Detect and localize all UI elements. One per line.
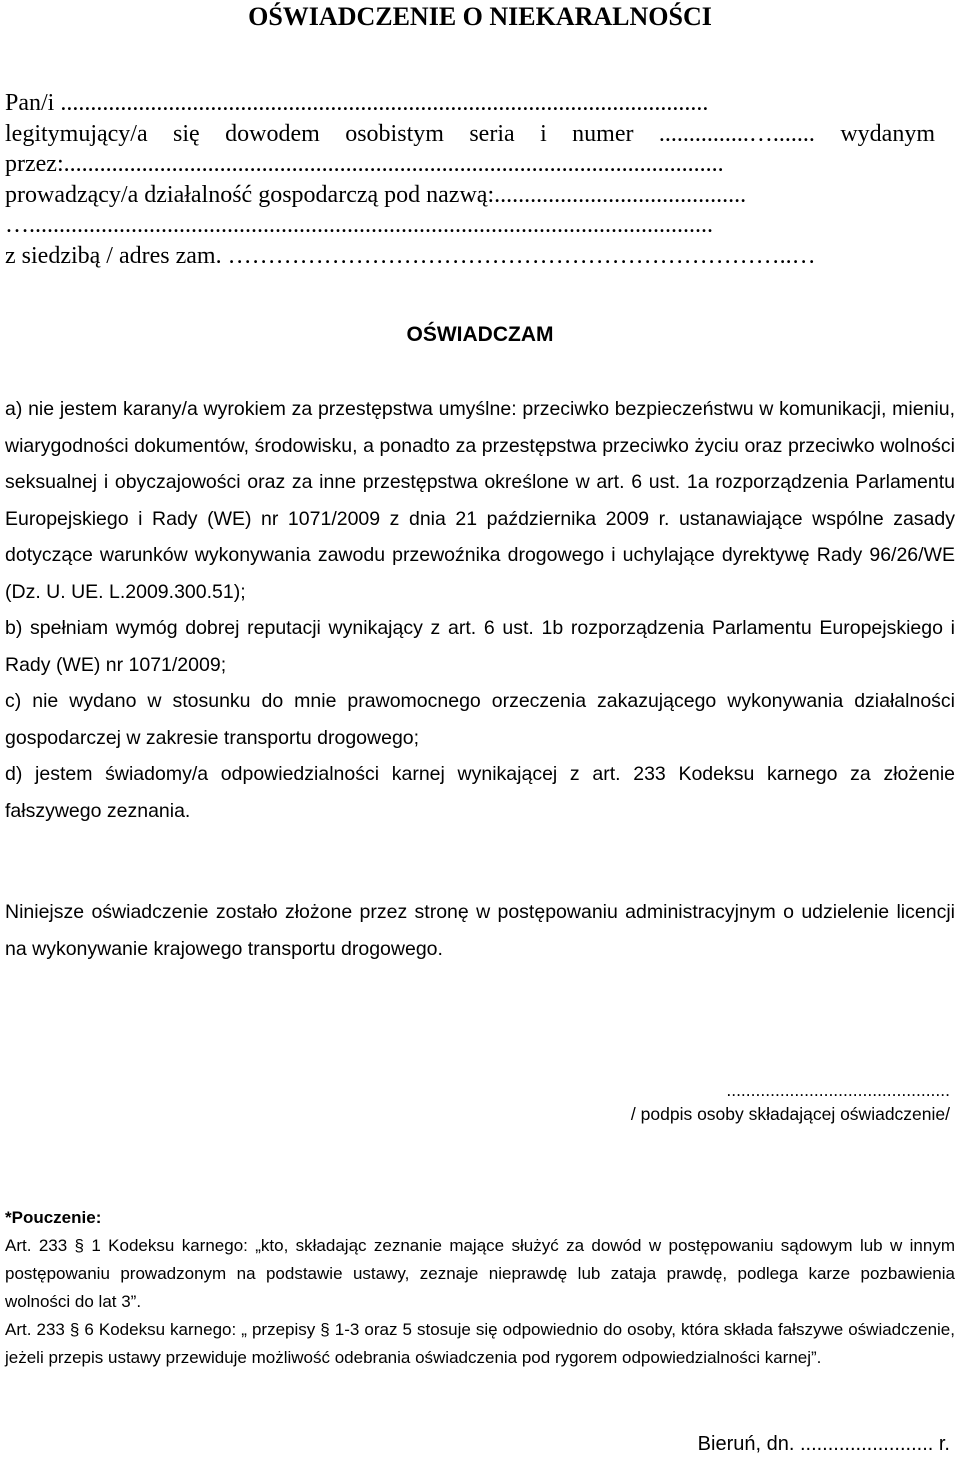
name-line: Pan/i ............................................................................................................: [5, 90, 709, 116]
signature-caption: / podpis osoby składającej oświadczenie/: [630, 1104, 950, 1124]
id-document-line: legitymujący/a się dowodem osobistym seria i numer ...............…....... wydanym: [5, 120, 935, 147]
address-line: z siedzibą / adres zam. ……………………………………………………………..…: [5, 242, 816, 269]
place-date-line: Bieruń, dn. ........................ r.: [697, 1433, 950, 1455]
business-name-continuation-line: …..................................................................................................................: [5, 212, 713, 238]
notice-block: [5, 1204, 955, 1372]
signature-line: ..............................................: [726, 1080, 950, 1100]
declaration-item-d: d) jestem świadomy/a odpowiedzialności karnej wynikającej z art. 233 Kodeksu karnego za złożenie fałszywego zeznania.: [5, 763, 955, 822]
document-title: OŚWIADCZENIE O NIEKARALNOŚCI: [248, 2, 712, 31]
issued-by-line: przez:..............................................................................................................: [5, 151, 724, 177]
notice-title: *Pouczenie:: [5, 1208, 102, 1227]
statement-block: [5, 894, 955, 967]
business-name-line: prowadzący/a działalność gospodarczą pod nazwą:..........................................: [5, 181, 747, 208]
declaration-items: [5, 391, 955, 829]
declaration-heading: OŚWIADCZAM: [406, 323, 554, 346]
notice-article-233-6: Art. 233 § 6 Kodeksu karnego: „ przepisy § 1-3 oraz 5 stosuje się odpowiednio do osoby, która składa fałszywe oświadczenie, jeżeli przepis ustawy przewiduje możliwość odebrania oświadczenia pod rygorem odpowiedzialności karnej”.: [5, 1320, 955, 1367]
declaration-item-c: c) nie wydano w stosunku do mnie prawomocnego orzeczenia zakazującego wykonywania działalności gospodarczej w zakresie transportu drogowego;: [5, 690, 955, 749]
notice-article-233-1: Art. 233 § 1 Kodeksu karnego: „kto, składając zeznanie mające służyć za dowód w postępowaniu sądowym lub w innym postępowaniu prowadzonym na podstawie ustawy, zeznaje nieprawdę lub zataja prawdę, podlega karze pozbawienia wolności do lat 3”.: [5, 1236, 955, 1311]
declaration-item-a: a) nie jestem karany/a wyrokiem za przestępstwa umyślne: przeciwko bezpieczeństwu w komunikacji, mieniu, wiarygodności dokumentów, środowisku, a ponadto za przestępstwa przeciwko życiu oraz przeciwko wolności seksualnej i obyczajowości oraz za inne przestępstwa określone w art. 6 ust. 1a rozporządzenia Parlamentu Europejskiego i Rady (WE) nr 1071/2009 z dnia 21 października 2009 r. ustanawiające wspólne zasady dotyczące warunków wykonywania zawodu przewoźnika drogowego i uchylające dyrektywę Rady 96/26/WE (Dz. U. UE. L.2009.300.51);: [5, 398, 955, 603]
statement-text: Niniejsze oświadczenie zostało złożone przez stronę w postępowaniu administracyjnym o udzielenie licencji na wykonywanie krajowego transportu drogowego.: [5, 901, 955, 960]
declaration-item-b: b) spełniam wymóg dobrej reputacji wynikający z art. 6 ust. 1b rozporządzenia Parlamentu Europejskiego i Rady (WE) nr 1071/2009;: [5, 617, 955, 676]
signature-block: [631, 1078, 950, 1126]
personal-data-block: [5, 88, 935, 271]
